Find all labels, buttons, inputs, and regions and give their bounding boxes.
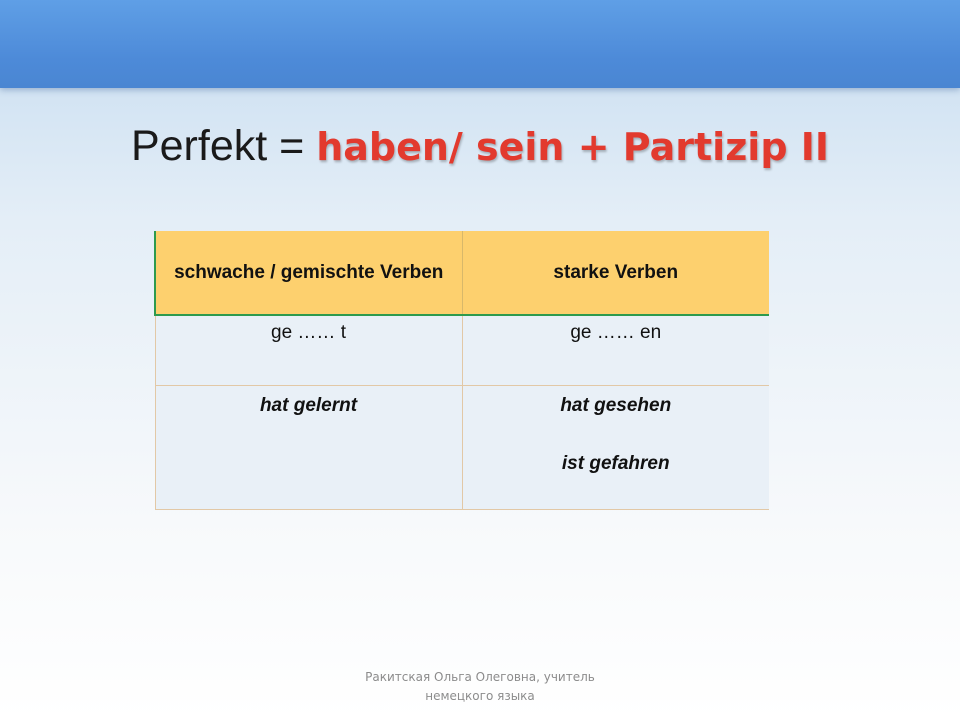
example-weak-cell bbox=[155, 386, 462, 510]
title-plain-text: Perfekt = bbox=[130, 122, 317, 170]
top-banner bbox=[0, 0, 960, 88]
example-weak-verb: hat gelernt bbox=[259, 395, 358, 416]
slide-title bbox=[0, 118, 960, 175]
footer-line-2: немецкого языка bbox=[425, 689, 535, 703]
table-row bbox=[155, 386, 769, 510]
verb-conjugation-table bbox=[154, 231, 769, 510]
example-strong-verb-1: hat gesehen bbox=[560, 395, 672, 416]
example-strong-verb-2: ist gefahren bbox=[561, 453, 670, 474]
title-accent-text: haben/ sein + Partizip II bbox=[316, 125, 830, 169]
header-weak-verbs: schwache / gemischte Verben bbox=[155, 231, 462, 315]
table-row bbox=[155, 315, 769, 386]
pattern-strong-cell: ge …… en bbox=[462, 315, 769, 386]
pattern-weak-cell: ge …… t bbox=[155, 315, 462, 386]
table-header-row bbox=[155, 231, 769, 315]
author-footer bbox=[0, 668, 960, 706]
header-strong-verbs: starke Verben bbox=[462, 231, 769, 315]
spacer bbox=[463, 420, 770, 449]
example-strong-cell bbox=[462, 386, 769, 510]
footer-line-1: Ракитская Ольга Олеговна, учитель bbox=[365, 670, 595, 684]
